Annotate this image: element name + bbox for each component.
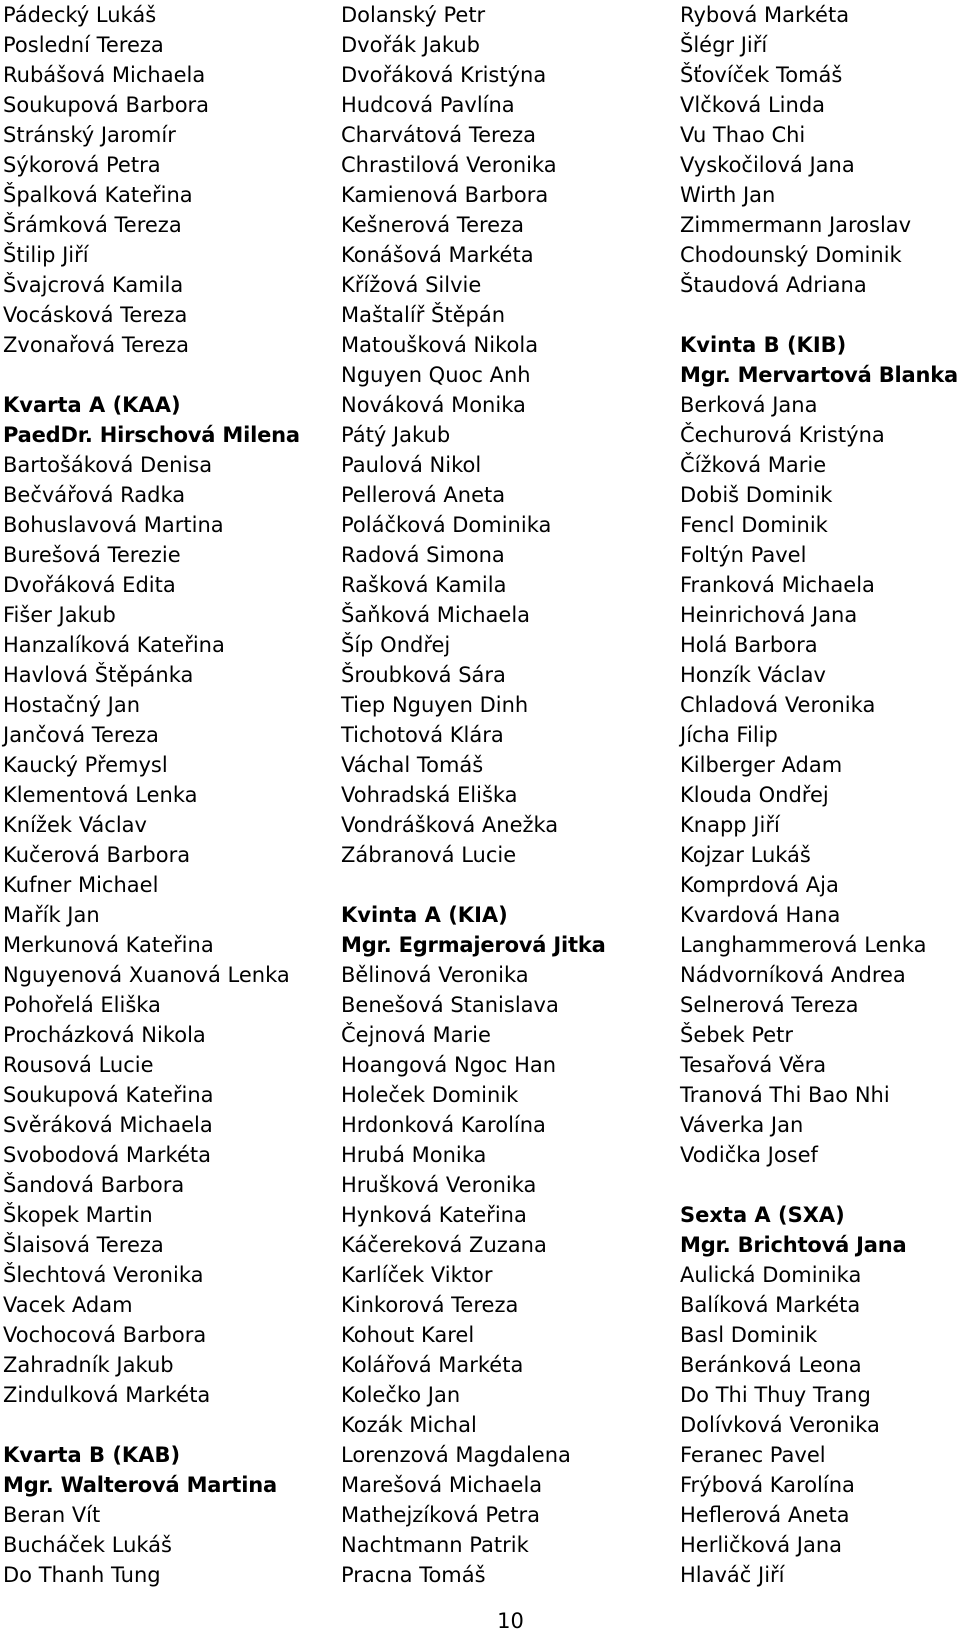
student-list-continued (341, 0, 606, 870)
column-2 (341, 0, 606, 1590)
student-name: Dvořáková Kristýna (341, 63, 547, 87)
student-name: Hynková Kateřina (341, 1203, 527, 1227)
student-name: Vondrášková Anežka (341, 813, 559, 837)
student-name: Šťovíček Tomáš (680, 63, 843, 87)
student-name: Pádecký Lukáš (3, 3, 157, 27)
student-name: Knapp Jiří (680, 813, 780, 837)
class-title: Kvarta A (KAA) (3, 393, 181, 417)
student-name: Kohout Karel (341, 1323, 475, 1347)
class-teacher: Mgr. Brichtová Jana (680, 1233, 907, 1257)
student-name: Heflerová Aneta (680, 1503, 850, 1527)
student-name: Kufner Michael (3, 873, 159, 897)
student-name: Vu Thao Chi (680, 123, 806, 147)
student-name: Holá Barbora (680, 633, 818, 657)
student-name: Sýkorová Petra (3, 153, 161, 177)
student-name: Chladová Veronika (680, 693, 876, 717)
student-name: Beran Vít (3, 1503, 101, 1527)
student-name: Jícha Filip (680, 723, 778, 747)
student-name: Křížová Silvie (341, 273, 482, 297)
student-name: Váverka Jan (680, 1113, 804, 1137)
student-name: Bartošáková Denisa (3, 453, 213, 477)
student-name: Poláčková Dominika (341, 513, 552, 537)
student-name: Svěráková Michaela (3, 1113, 213, 1137)
student-name: Štaudová Adriana (680, 273, 867, 297)
student-name: Klouda Ondřej (680, 783, 829, 807)
student-name: Poslední Tereza (3, 33, 164, 57)
class-title: Kvinta B (KIB) (680, 333, 847, 357)
student-name: Bělinová Veronika (341, 963, 529, 987)
student-name: Do Thi Thuy Trang (680, 1383, 871, 1407)
class-section-kib (680, 330, 958, 1170)
class-title: Kvarta B (KAB) (3, 1443, 181, 1467)
student-name: Balíková Markéta (680, 1293, 861, 1317)
student-name: Lorenzová Magdalena (341, 1443, 571, 1467)
student-name: Heinrichová Jana (680, 603, 858, 627)
student-name: Fišer Jakub (3, 603, 116, 627)
student-name: Herličková Jana (680, 1533, 843, 1557)
student-name: Vocásková Tereza (3, 303, 188, 327)
student-name: Nádvorníková Andrea (680, 963, 906, 987)
student-name: Paulová Nikol (341, 453, 482, 477)
student-name: Nachtmann Patrik (341, 1533, 529, 1557)
student-name: Kamienová Barbora (341, 183, 549, 207)
student-name: Fencl Dominik (680, 513, 828, 537)
class-teacher: Mgr. Egrmajerová Jitka (341, 933, 606, 957)
student-list-continued (680, 0, 958, 300)
class-section-kab (3, 1440, 300, 1590)
student-name: Zvonařová Tereza (3, 333, 189, 357)
student-name: Benešová Stanislava (341, 993, 559, 1017)
student-name: Honzík Václav (680, 663, 826, 687)
student-name: Kešnerová Tereza (341, 213, 524, 237)
student-name: Šlégr Jiří (680, 33, 768, 57)
student-name: Vacek Adam (3, 1293, 133, 1317)
student-name: Hudcová Pavlína (341, 93, 515, 117)
student-name: Štilip Jiří (3, 243, 89, 267)
student-name: Čížková Marie (680, 453, 827, 477)
student-name: Tichotová Klára (341, 723, 504, 747)
student-name: Zábranová Lucie (341, 843, 517, 867)
student-name: Hostačný Jan (3, 693, 141, 717)
student-name: Vohradská Eliška (341, 783, 518, 807)
student-name: Šroubková Sára (341, 663, 506, 687)
class-title: Kvinta A (KIA) (341, 903, 508, 927)
student-name: Hrubá Monika (341, 1143, 487, 1167)
student-name: Feranec Pavel (680, 1443, 826, 1467)
student-name: Dvořák Jakub (341, 33, 481, 57)
student-name: Frýbová Karolína (680, 1473, 855, 1497)
class-section-kaa (3, 390, 300, 1410)
student-name: Svobodová Markéta (3, 1143, 211, 1167)
student-name: Nováková Monika (341, 393, 526, 417)
student-name: Kaucký Přemysl (3, 753, 168, 777)
student-name: Šlechtová Veronika (3, 1263, 204, 1287)
class-title: Sexta A (SXA) (680, 1203, 845, 1227)
student-name: Konášová Markéta (341, 243, 534, 267)
student-name: Komprdová Aja (680, 873, 839, 897)
student-name: Kinkorová Tereza (341, 1293, 519, 1317)
student-name: Kolářová Markéta (341, 1353, 524, 1377)
student-name: Šaňková Michaela (341, 603, 531, 627)
student-name: Káčereková Zuzana (341, 1233, 547, 1257)
student-name: Matoušková Nikola (341, 333, 539, 357)
student-name: Kolečko Jan (341, 1383, 461, 1407)
student-name: Klementová Lenka (3, 783, 198, 807)
student-name: Škopek Martin (3, 1203, 153, 1227)
student-name: Do Thanh Tung (3, 1563, 161, 1587)
student-name: Šíp Ondřej (341, 633, 451, 657)
student-name: Zindulková Markéta (3, 1383, 211, 1407)
student-name: Havlová Štěpánka (3, 663, 194, 687)
class-teacher: Mgr. Mervartová Blanka (680, 363, 958, 387)
student-name: Zimmermann Jaroslav (680, 213, 912, 237)
student-name: Tranová Thi Bao Nhi (680, 1083, 890, 1107)
student-name: Zahradník Jakub (3, 1353, 174, 1377)
student-name: Kozák Michal (341, 1413, 477, 1437)
class-teacher: Mgr. Walterová Martina (3, 1473, 277, 1497)
column-1 (3, 0, 300, 1590)
student-name: Charvátová Tereza (341, 123, 536, 147)
student-name: Švajcrová Kamila (3, 273, 184, 297)
student-name: Jančová Tereza (3, 723, 159, 747)
student-name: Marešová Michaela (341, 1473, 543, 1497)
student-name: Dolívková Veronika (680, 1413, 880, 1437)
student-name: Nguyenová Xuanová Lenka (3, 963, 290, 987)
student-name: Mathejzíková Petra (341, 1503, 540, 1527)
student-name: Čechurová Kristýna (680, 423, 885, 447)
student-name: Vyskočilová Jana (680, 153, 855, 177)
student-name: Wirth Jan (680, 183, 776, 207)
column-3 (680, 0, 958, 1590)
student-name: Tesařová Věra (680, 1053, 827, 1077)
student-name: Hrdonková Karolína (341, 1113, 546, 1137)
student-name: Vodička Josef (680, 1143, 818, 1167)
student-name: Kvardová Hana (680, 903, 841, 927)
student-name: Bucháček Lukáš (3, 1533, 172, 1557)
student-name: Rašková Kamila (341, 573, 507, 597)
student-name: Rubášová Michaela (3, 63, 206, 87)
student-name: Stránský Jaromír (3, 123, 176, 147)
student-name: Pellerová Aneta (341, 483, 506, 507)
student-name: Selnerová Tereza (680, 993, 859, 1017)
student-name: Procházková Nikola (3, 1023, 206, 1047)
student-name: Pohořelá Eliška (3, 993, 161, 1017)
student-name: Chrastilová Veronika (341, 153, 557, 177)
student-name: Beránková Leona (680, 1353, 862, 1377)
student-name: Vlčková Linda (680, 93, 826, 117)
student-name: Šrámková Tereza (3, 213, 182, 237)
student-name: Radová Simona (341, 543, 505, 567)
student-name: Kilberger Adam (680, 753, 843, 777)
student-name: Šandová Barbora (3, 1173, 185, 1197)
student-name: Franková Michaela (680, 573, 875, 597)
class-section-kia (341, 900, 606, 1590)
student-name: Burešová Terezie (3, 543, 181, 567)
student-list (680, 390, 958, 1170)
page-number: 10 (497, 1609, 524, 1633)
student-name: Tiep Nguyen Dinh (341, 693, 529, 717)
student-name: Chodounský Dominik (680, 243, 902, 267)
student-name: Hanzalíková Kateřina (3, 633, 225, 657)
student-name: Bohuslavová Martina (3, 513, 224, 537)
student-name: Nguyen Quoc Anh (341, 363, 531, 387)
student-name: Dobiš Dominik (680, 483, 833, 507)
student-name: Karlíček Viktor (341, 1263, 493, 1287)
student-name: Soukupová Kateřina (3, 1083, 214, 1107)
student-name: Rousová Lucie (3, 1053, 154, 1077)
student-name: Bečvářová Radka (3, 483, 186, 507)
student-name: Váchal Tomáš (341, 753, 484, 777)
student-name: Rybová Markéta (680, 3, 850, 27)
student-name: Langhammerová Lenka (680, 933, 927, 957)
student-name: Šebek Petr (680, 1023, 794, 1047)
student-name: Vochocová Barbora (3, 1323, 207, 1347)
student-name: Čejnová Marie (341, 1023, 491, 1047)
class-teacher: PaedDr. Hirschová Milena (3, 423, 300, 447)
student-name: Holeček Dominik (341, 1083, 519, 1107)
student-name: Hoangová Ngoc Han (341, 1053, 557, 1077)
student-name: Hrušková Veronika (341, 1173, 537, 1197)
student-name: Hlaváč Jiří (680, 1563, 785, 1587)
student-list-continued (3, 0, 300, 360)
student-name: Pracna Tomáš (341, 1563, 486, 1587)
student-name: Soukupová Barbora (3, 93, 210, 117)
student-list (341, 960, 606, 1590)
student-name: Mařík Jan (3, 903, 100, 927)
student-name: Basl Dominik (680, 1323, 818, 1347)
student-list (3, 1500, 300, 1590)
student-name: Špalková Kateřina (3, 183, 193, 207)
student-name: Foltýn Pavel (680, 543, 807, 567)
student-name: Pátý Jakub (341, 423, 451, 447)
student-name: Berková Jana (680, 393, 818, 417)
student-name: Dvořáková Edita (3, 573, 176, 597)
student-list (3, 450, 300, 1410)
student-name: Merkunová Kateřina (3, 933, 214, 957)
student-name: Dolanský Petr (341, 3, 486, 27)
student-name: Kojzar Lukáš (680, 843, 811, 867)
student-name: Knížek Václav (3, 813, 147, 837)
student-name: Aulická Dominika (680, 1263, 862, 1287)
student-name: Šlaisová Tereza (3, 1233, 164, 1257)
student-name: Kučerová Barbora (3, 843, 191, 867)
student-list (680, 1260, 958, 1590)
class-section-sxa (680, 1200, 958, 1590)
student-name: Maštalíř Štěpán (341, 303, 506, 327)
